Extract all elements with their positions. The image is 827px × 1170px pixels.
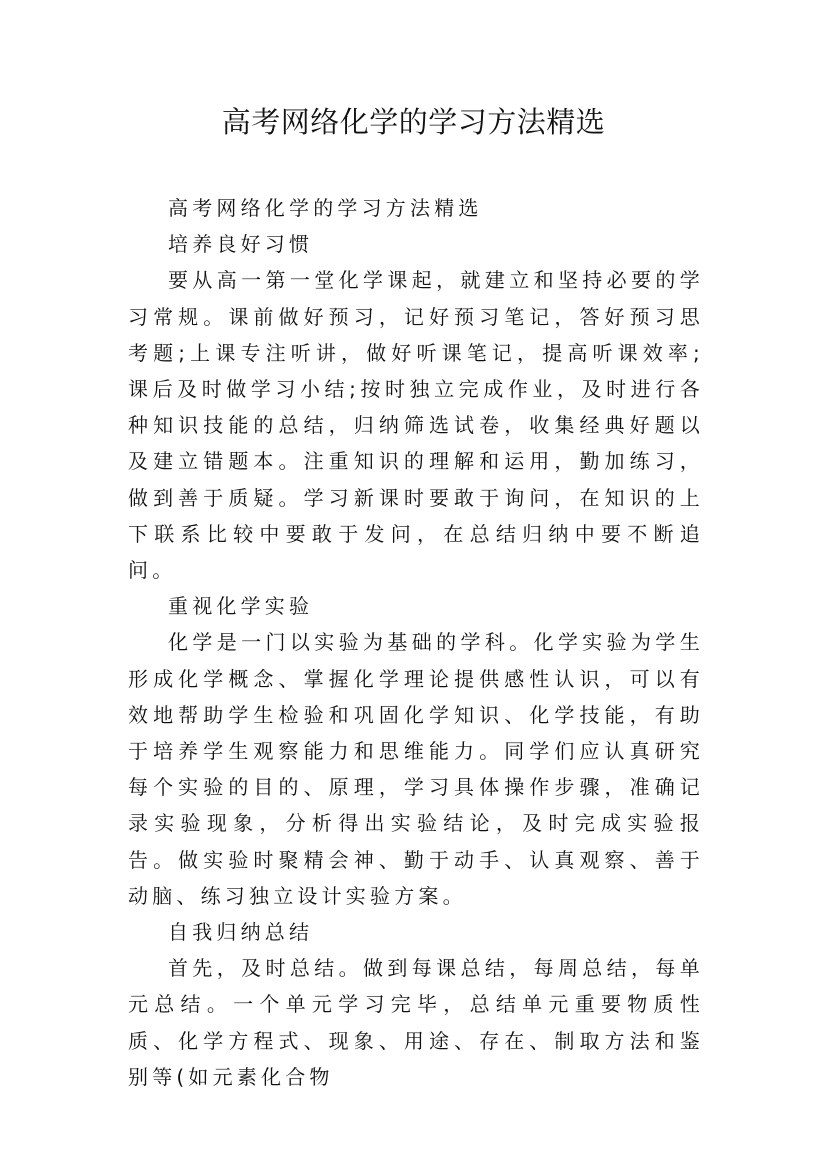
section-heading-experiments: 重视化学实验 — [168, 594, 314, 619]
section-heading-summary: 自我归纳总结 — [168, 920, 314, 945]
section-heading-habits: 培养良好习惯 — [168, 232, 314, 257]
paragraph-experiments: 化学是一门以实验为基础的学科。化学实验为学生形成化学概念、掌握化学理论提供感性认识，可以有效地帮助学生检验和巩固化学知识、化学技能，有助于培养学生观察能力和思维能力。同学们应认真研究每个实验的目的、原理，学习具体操作步骤，准确记录实验现象，分析得出实验结论，及时完成实验报告。做实验时聚精会神、勤于动手、认真观察、善于动脑、练习独立设计实验方案。 — [128, 630, 704, 908]
paragraph-summary: 首先，及时总结。做到每课总结，每周总结，每单元总结。一个单元学习完毕，总结单元重要物质性质、化学方程式、现象、用途、存在、制取方法和鉴别等(如元素化合物 — [128, 956, 704, 1089]
document-body — [128, 190, 704, 1095]
paragraph-habits: 要从高一第一堂化学课起，就建立和坚持必要的学习常规。课前做好预习，记好预习笔记，答好预习思考题;上课专注听讲，做好听课笔记，提高听课效率;课后及时做学习小结;按时独立完成作业，及时进行各种知识技能的总结，归纳筛选试卷，收集经典好题以及建立错题本。注重知识的理解和运用，勤加练习，做到善于质疑。学习新课时要敢于询问，在知识的上下联系比较中要敢于发问，在总结归纳中要不断追问。 — [128, 268, 704, 583]
document-title: 高考网络化学的学习方法精选 — [221, 105, 606, 139]
paragraph-heading: 高考网络化学的学习方法精选 — [168, 196, 483, 220]
